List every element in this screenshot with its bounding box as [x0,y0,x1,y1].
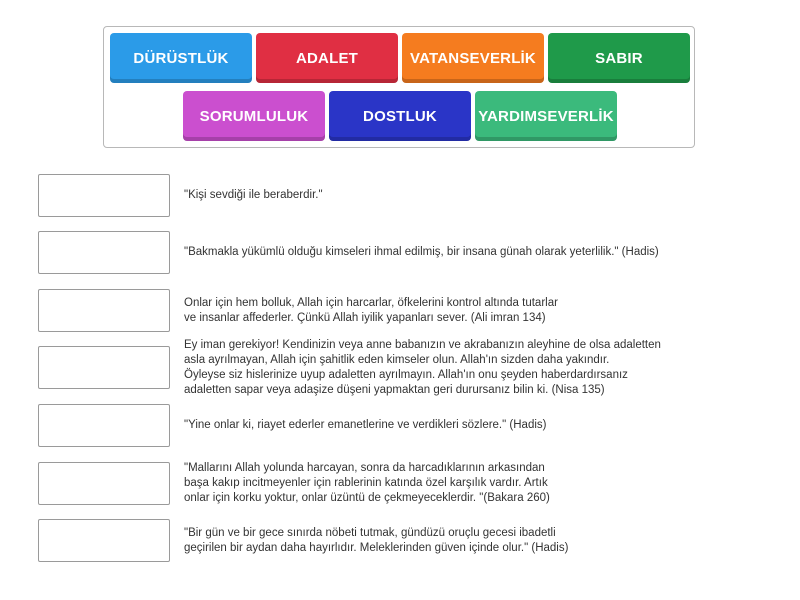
clue-4: Ey iman gerekiyor! Kendinizin veya anne babanızın ve akrabanızın aleyhine de olsa adaletten asla ayrılmayan, Allah için şahitlik eden kimseler olun. Allah'ın sizden daha yakındır. Öyleyse siz hislerinize uyup adaletten ayrılmayın. Allah'ın onu şeyden haberdardırsanız adaletten sapar veya adaşize düşeni yapmaktan geri durursanız bilin ki. (Nisa 135) [184,339,661,396]
drop-slot-5[interactable] [38,404,170,447]
tile-adalet[interactable]: ADALET [256,33,398,83]
tile-sabir[interactable]: SABIR [548,33,690,83]
drop-slot-3[interactable] [38,289,170,332]
tile-vatanseverlik[interactable]: VATANSEVERLİK [402,33,544,83]
drop-slot-6[interactable] [38,462,170,505]
tile-dostluk[interactable]: DOSTLUK [329,91,471,141]
drop-slot-2[interactable] [38,231,170,274]
drop-slot-1[interactable] [38,174,170,217]
clue-6: "Mallarını Allah yolunda harcayan, sonra da harcadıklarının arkasından başa kakıp incitmeyenler için rablerinin katında özel karşılık vardır. Artık onlar için korku yoktur, onlar üzüntü de çekmeyeceklerdir. "(Bakara 260) [184,461,550,504]
clue-7: "Bir gün ve bir gece sınırda nöbeti tutmak, gündüzü oruçlu gecesi ibadetli geçirilen bir aydan daha hayırlıdır. Meleklerinden güven içinde olur." (Hadis) [184,526,569,554]
word-bank [103,26,695,148]
drop-slot-7[interactable] [38,519,170,562]
tile-durustluk[interactable]: DÜRÜSTLÜK [110,33,252,83]
drop-slot-4[interactable] [38,346,170,389]
clue-1: "Kişi sevdiği ile beraberdir." [184,189,323,201]
clue-2: "Bakmakla yükümlü olduğu kimseleri ihmal edilmiş, bir insana günah olarak yeterlilik." (Hadis) [184,246,659,258]
clue-5: "Yine onlar ki, riayet ederler emanetlerine ve verdikleri sözlere." (Hadis) [184,419,547,431]
tile-yardimseverlik[interactable]: YARDIMSEVERLİK [475,91,617,141]
tile-sorumluluk[interactable]: SORUMLULUK [183,91,325,141]
clue-3: Onlar için hem bolluk, Allah için harcarlar, öfkelerini kontrol altında tutarlar ve insanlar affederler. Çünkü Allah iyilik yapanları sever. (Ali imran 134) [184,296,558,324]
